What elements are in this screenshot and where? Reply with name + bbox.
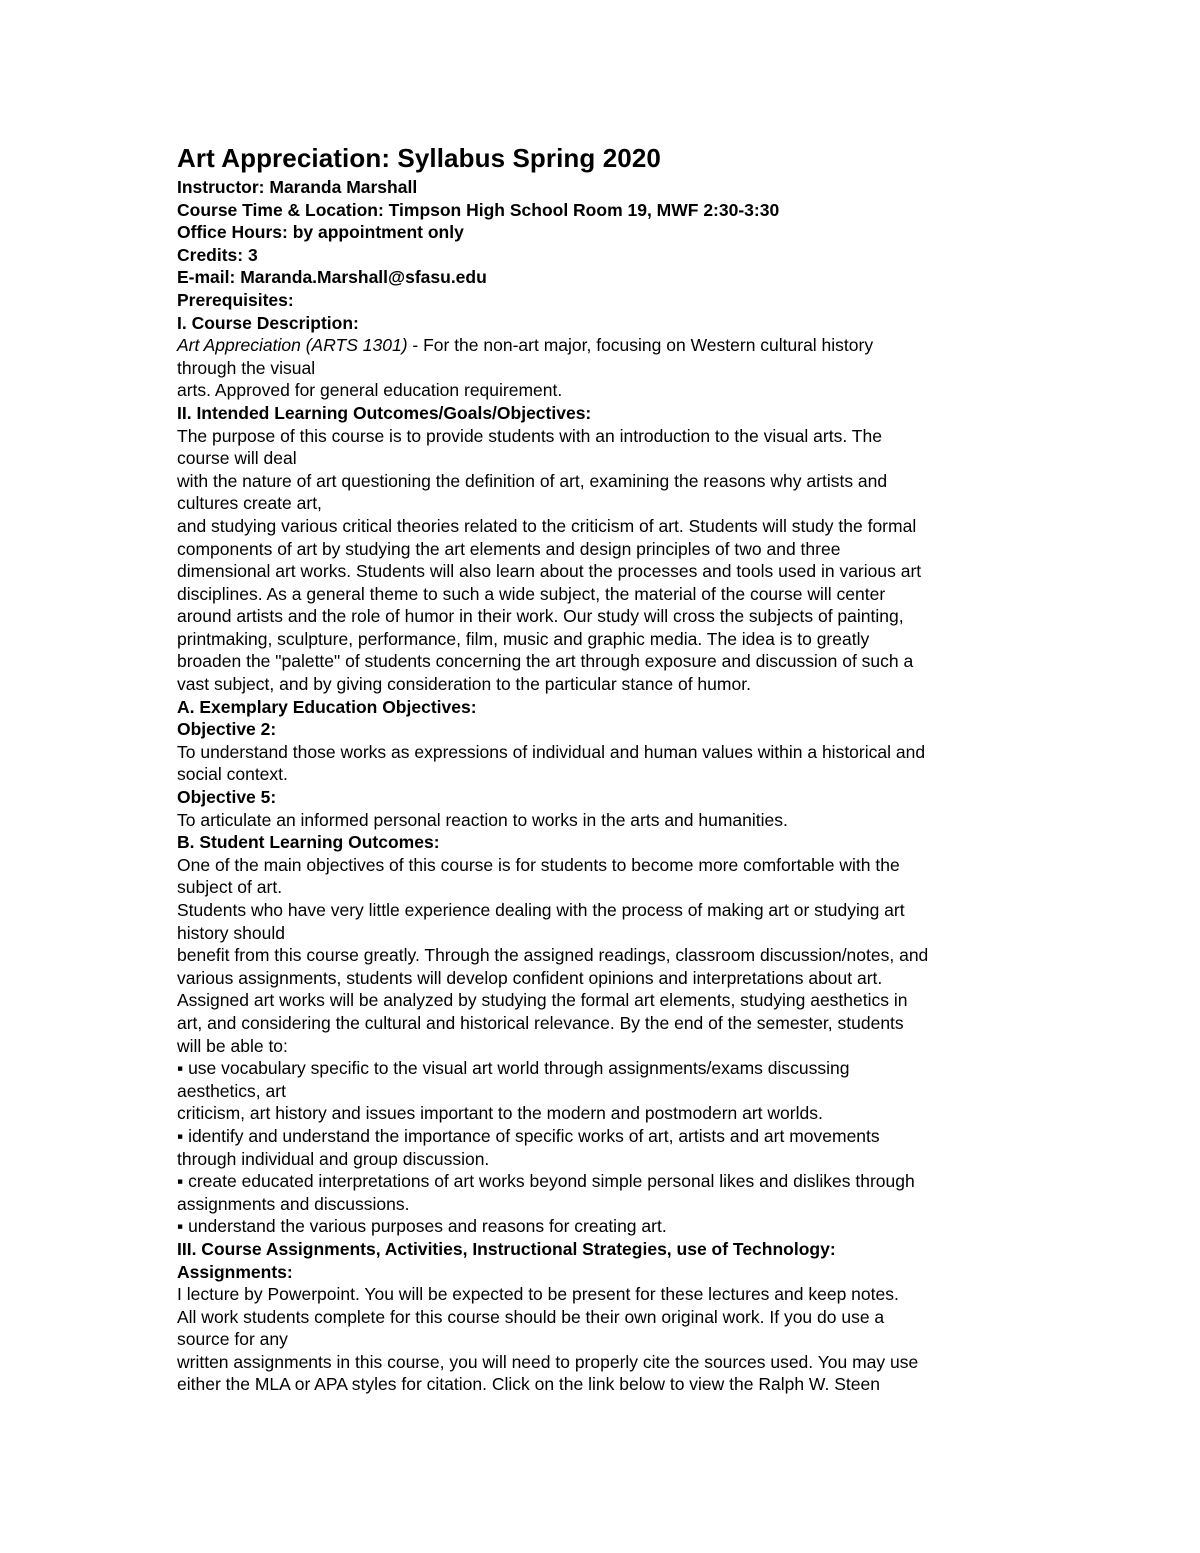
text-line: assignments and discussions. (177, 1193, 410, 1214)
text-line: benefit from this course greatly. Through the assigned readings, classroom discussion/notes, and (177, 945, 929, 966)
text-line: through individual and group discussion. (177, 1148, 490, 1169)
section-heading-line: A. Exemplary Education Objectives: (177, 696, 477, 717)
section-heading-line: Objective 5: (177, 787, 277, 808)
text-line: ▪ identify and understand the importance of specific works of art, artists and art movements (177, 1125, 880, 1146)
text-line: around artists and the role of humor in their work. Our study will cross the subjects of painting, (177, 606, 904, 627)
text-line: dimensional art works. Students will also learn about the processes and tools used in various art (177, 561, 922, 582)
text-line (177, 334, 1037, 357)
text-line: various assignments, students will develop confident opinions and interpretations about art. (177, 967, 883, 988)
text-line: The purpose of this course is to provide students with an introduction to the visual arts. The (177, 425, 882, 446)
text-line: To understand those works as expressions of individual and human values within a historical and (177, 741, 926, 762)
section-heading-line: III. Course Assignments, Activities, Instructional Strategies, use of Technology: (177, 1238, 836, 1259)
section-heading-line: Objective 2: (177, 719, 277, 740)
text-line: Assigned art works will be analyzed by studying the formal art elements, studying aesthetics in (177, 990, 908, 1011)
text-line: All work students complete for this course should be their own original work. If you do use a (177, 1306, 885, 1327)
text-line: To articulate an informed personal reaction to works in the arts and humanities. (177, 809, 788, 830)
text-line: and studying various critical theories related to the criticism of art. Students will study the formal (177, 515, 917, 536)
line-text: - For the non-art major, focusing on Western cultural history (407, 335, 874, 356)
text-line: social context. (177, 764, 288, 785)
text-line: One of the main objectives of this course is for students to become more comfortable with the (177, 854, 900, 875)
text-line: vast subject, and by giving consideration to the particular stance of humor. (177, 674, 751, 695)
text-line: subject of art. (177, 877, 283, 898)
text-line: history should (177, 922, 285, 943)
text-line: ▪ create educated interpretations of art works beyond simple personal likes and dislikes through (177, 1171, 915, 1192)
course-name-italic: Art Appreciation (ARTS 1301) (177, 335, 408, 356)
text-line: through the visual (177, 357, 316, 378)
document-body (177, 176, 1037, 1396)
text-line: with the nature of art questioning the definition of art, examining the reasons why artists and (177, 470, 888, 491)
text-line: ▪ use vocabulary specific to the visual art world through assignments/exams discussing (177, 1058, 850, 1079)
text-line: disciplines. As a general theme to such a wide subject, the material of the course will center (177, 583, 886, 604)
section-heading-line: E-mail: Maranda.Marshall@sfasu.edu (177, 267, 487, 288)
text-line: Students who have very little experience dealing with the process of making art or studying art (177, 900, 905, 920)
document-page (177, 141, 1037, 1396)
text-line: written assignments in this course, you will need to properly cite the sources used. You may use (177, 1351, 919, 1372)
text-line: broaden the "palette" of students concerning the art through exposure and discussion of such a (177, 651, 914, 672)
text-line: criticism, art history and issues important to the modern and postmodern art worlds. (177, 1103, 823, 1124)
text-line: ▪ understand the various purposes and reasons for creating art. (177, 1216, 667, 1237)
text-line: cultures create art, (177, 493, 322, 514)
section-heading-line: Course Time & Location: Timpson High School Room 19, MWF 2:30-3:30 (177, 199, 780, 220)
text-line: art, and considering the cultural and historical relevance. By the end of the semester, students (177, 1012, 904, 1033)
section-heading-line: Assignments: (177, 1261, 293, 1282)
document-title: Art Appreciation: Syllabus Spring 2020 (177, 143, 661, 173)
text-line: components of art by studying the art elements and design principles of two and three (177, 538, 841, 559)
section-heading-line: I. Course Description: (177, 312, 359, 333)
text-line: printmaking, sculpture, performance, film, music and graphic media. The idea is to greatly (177, 628, 870, 649)
text-line: source for any (177, 1329, 288, 1350)
text-line: course will deal (177, 448, 297, 469)
section-heading-line: Credits: 3 (177, 244, 258, 265)
section-heading-line: Instructor: Maranda Marshall (177, 177, 418, 197)
text-line: will be able to: (177, 1035, 288, 1056)
text-line: aesthetics, art (177, 1080, 286, 1101)
section-heading-line: II. Intended Learning Outcomes/Goals/Objectives: (177, 402, 592, 423)
text-line: arts. Approved for general education requirement. (177, 380, 563, 401)
section-heading-line: Office Hours: by appointment only (177, 222, 464, 243)
text-line: I lecture by Powerpoint. You will be expected to be present for these lectures and keep notes. (177, 1284, 899, 1305)
section-heading-line: B. Student Learning Outcomes: (177, 832, 440, 853)
section-heading-line: Prerequisites: (177, 289, 294, 310)
text-line: either the MLA or APA styles for citation. Click on the link below to view the Ralph W. Steen (177, 1374, 880, 1395)
